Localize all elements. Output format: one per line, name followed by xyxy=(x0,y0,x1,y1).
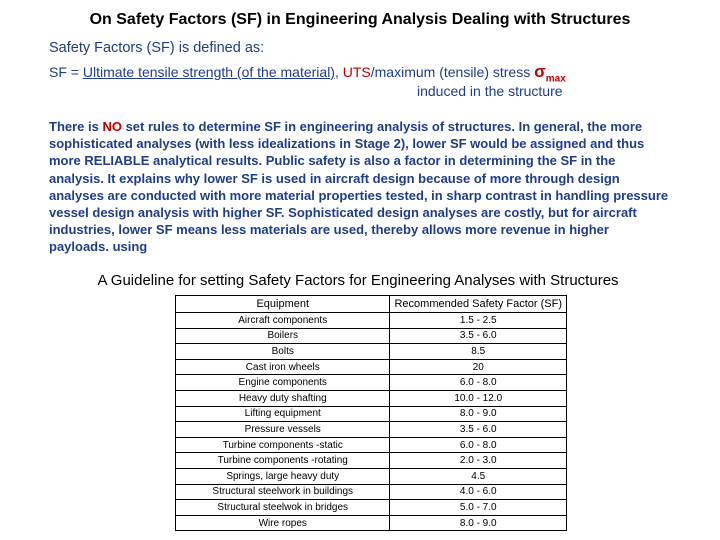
table-row xyxy=(176,390,567,406)
sf-cell: 5.0 - 7.0 xyxy=(390,500,567,516)
table-row xyxy=(176,468,567,484)
equipment-cell: Heavy duty shafting xyxy=(176,390,390,406)
sf-cell: 8.5 xyxy=(390,344,567,360)
no-emphasis: NO xyxy=(102,119,122,134)
table-header-row xyxy=(176,296,567,313)
table-row xyxy=(176,500,567,516)
equipment-cell: Bolts xyxy=(176,344,390,360)
table-row xyxy=(176,406,567,422)
table-row xyxy=(176,453,567,469)
paragraph-start: There is xyxy=(49,119,103,134)
sf-cell: 6.0 - 8.0 xyxy=(390,375,567,391)
guideline-title: A Guideline for setting Safety Factors for Engineering Analyses with Structures xyxy=(97,272,619,289)
table-row xyxy=(176,437,567,453)
table-row xyxy=(176,344,567,360)
sf-cell: 2.0 - 3.0 xyxy=(390,453,567,469)
formula-comma: , xyxy=(334,64,343,80)
formula-numerator: Ultimate tensile strength (of the material) xyxy=(82,64,335,80)
table-row xyxy=(176,328,567,344)
equipment-cell: Structural steelwok in bridges xyxy=(176,500,390,516)
explanation-paragraph xyxy=(49,118,669,256)
equipment-cell: Engine components xyxy=(176,375,390,391)
paragraph-body: set rules to determine SF in engineering analysis of structures. In general, the more sophisticated analyses (with less idealizations in Stage 2), lower SF would be assigned and thus more RELIABLE analytical results. Public safety is also a factor in determining the SF in the analysis. It explains why lower SF is used in aircraft design because of more through design analyses are conducted with more material properties tested, in sharp contrast in handling pressure vessel design analysis with higher SF. Sophisticated design analyses are costly, but for aircraft industries, lower SF means less materials are used, thereby allows more revenue in higher payloads. using xyxy=(49,119,669,255)
header-equipment: Equipment xyxy=(176,296,390,313)
formula-denominator: /maximum (tensile) stress xyxy=(370,64,535,80)
equipment-cell: Boilers xyxy=(176,328,390,344)
table-row xyxy=(176,313,567,329)
equipment-cell: Cast iron wheels xyxy=(176,359,390,375)
sf-cell: 1.5 - 2.5 xyxy=(390,313,567,329)
safety-factor-table xyxy=(175,295,567,531)
sf-cell: 3.5 - 6.0 xyxy=(390,328,567,344)
sf-prefix: SF = xyxy=(49,64,83,80)
equipment-cell: Lifting equipment xyxy=(176,406,390,422)
definition-continuation: induced in the structure xyxy=(417,83,563,99)
page-title: On Safety Factors (SF) in Engineering Analysis Dealing with Structures xyxy=(89,11,631,28)
sf-cell: 3.5 - 6.0 xyxy=(390,422,567,438)
definition-heading: Safety Factors (SF) is defined as: xyxy=(49,40,265,56)
sf-cell: 8.0 - 9.0 xyxy=(390,406,567,422)
equipment-cell: Structural steelwork in buildings xyxy=(176,484,390,500)
sigma-subscript: max xyxy=(545,73,566,85)
equipment-cell: Turbine components -static xyxy=(176,437,390,453)
sf-cell: 8.0 - 9.0 xyxy=(390,515,567,531)
table-row xyxy=(176,515,567,531)
sf-cell: 10.0 - 12.0 xyxy=(390,390,567,406)
sf-cell: 4.0 - 6.0 xyxy=(390,484,567,500)
table-row xyxy=(176,375,567,391)
uts-label: UTS xyxy=(342,64,371,80)
equipment-cell: Turbine components -rotating xyxy=(176,453,390,469)
sf-cell: 6.0 - 8.0 xyxy=(390,437,567,453)
table-row xyxy=(176,422,567,438)
equipment-cell: Springs, large heavy duty xyxy=(176,468,390,484)
sigma-glyph: σ xyxy=(534,62,546,81)
equipment-cell: Wire ropes xyxy=(176,515,390,531)
sf-cell: 20 xyxy=(390,359,567,375)
equipment-cell: Aircraft components xyxy=(176,313,390,329)
table-row xyxy=(176,359,567,375)
sf-cell: 4.5 xyxy=(390,468,567,484)
definition-formula xyxy=(49,62,566,84)
equipment-cell: Pressure vessels xyxy=(176,422,390,438)
header-safety-factor: Recommended Safety Factor (SF) xyxy=(390,296,567,313)
table-row xyxy=(176,484,567,500)
sigma-symbol xyxy=(534,62,566,85)
